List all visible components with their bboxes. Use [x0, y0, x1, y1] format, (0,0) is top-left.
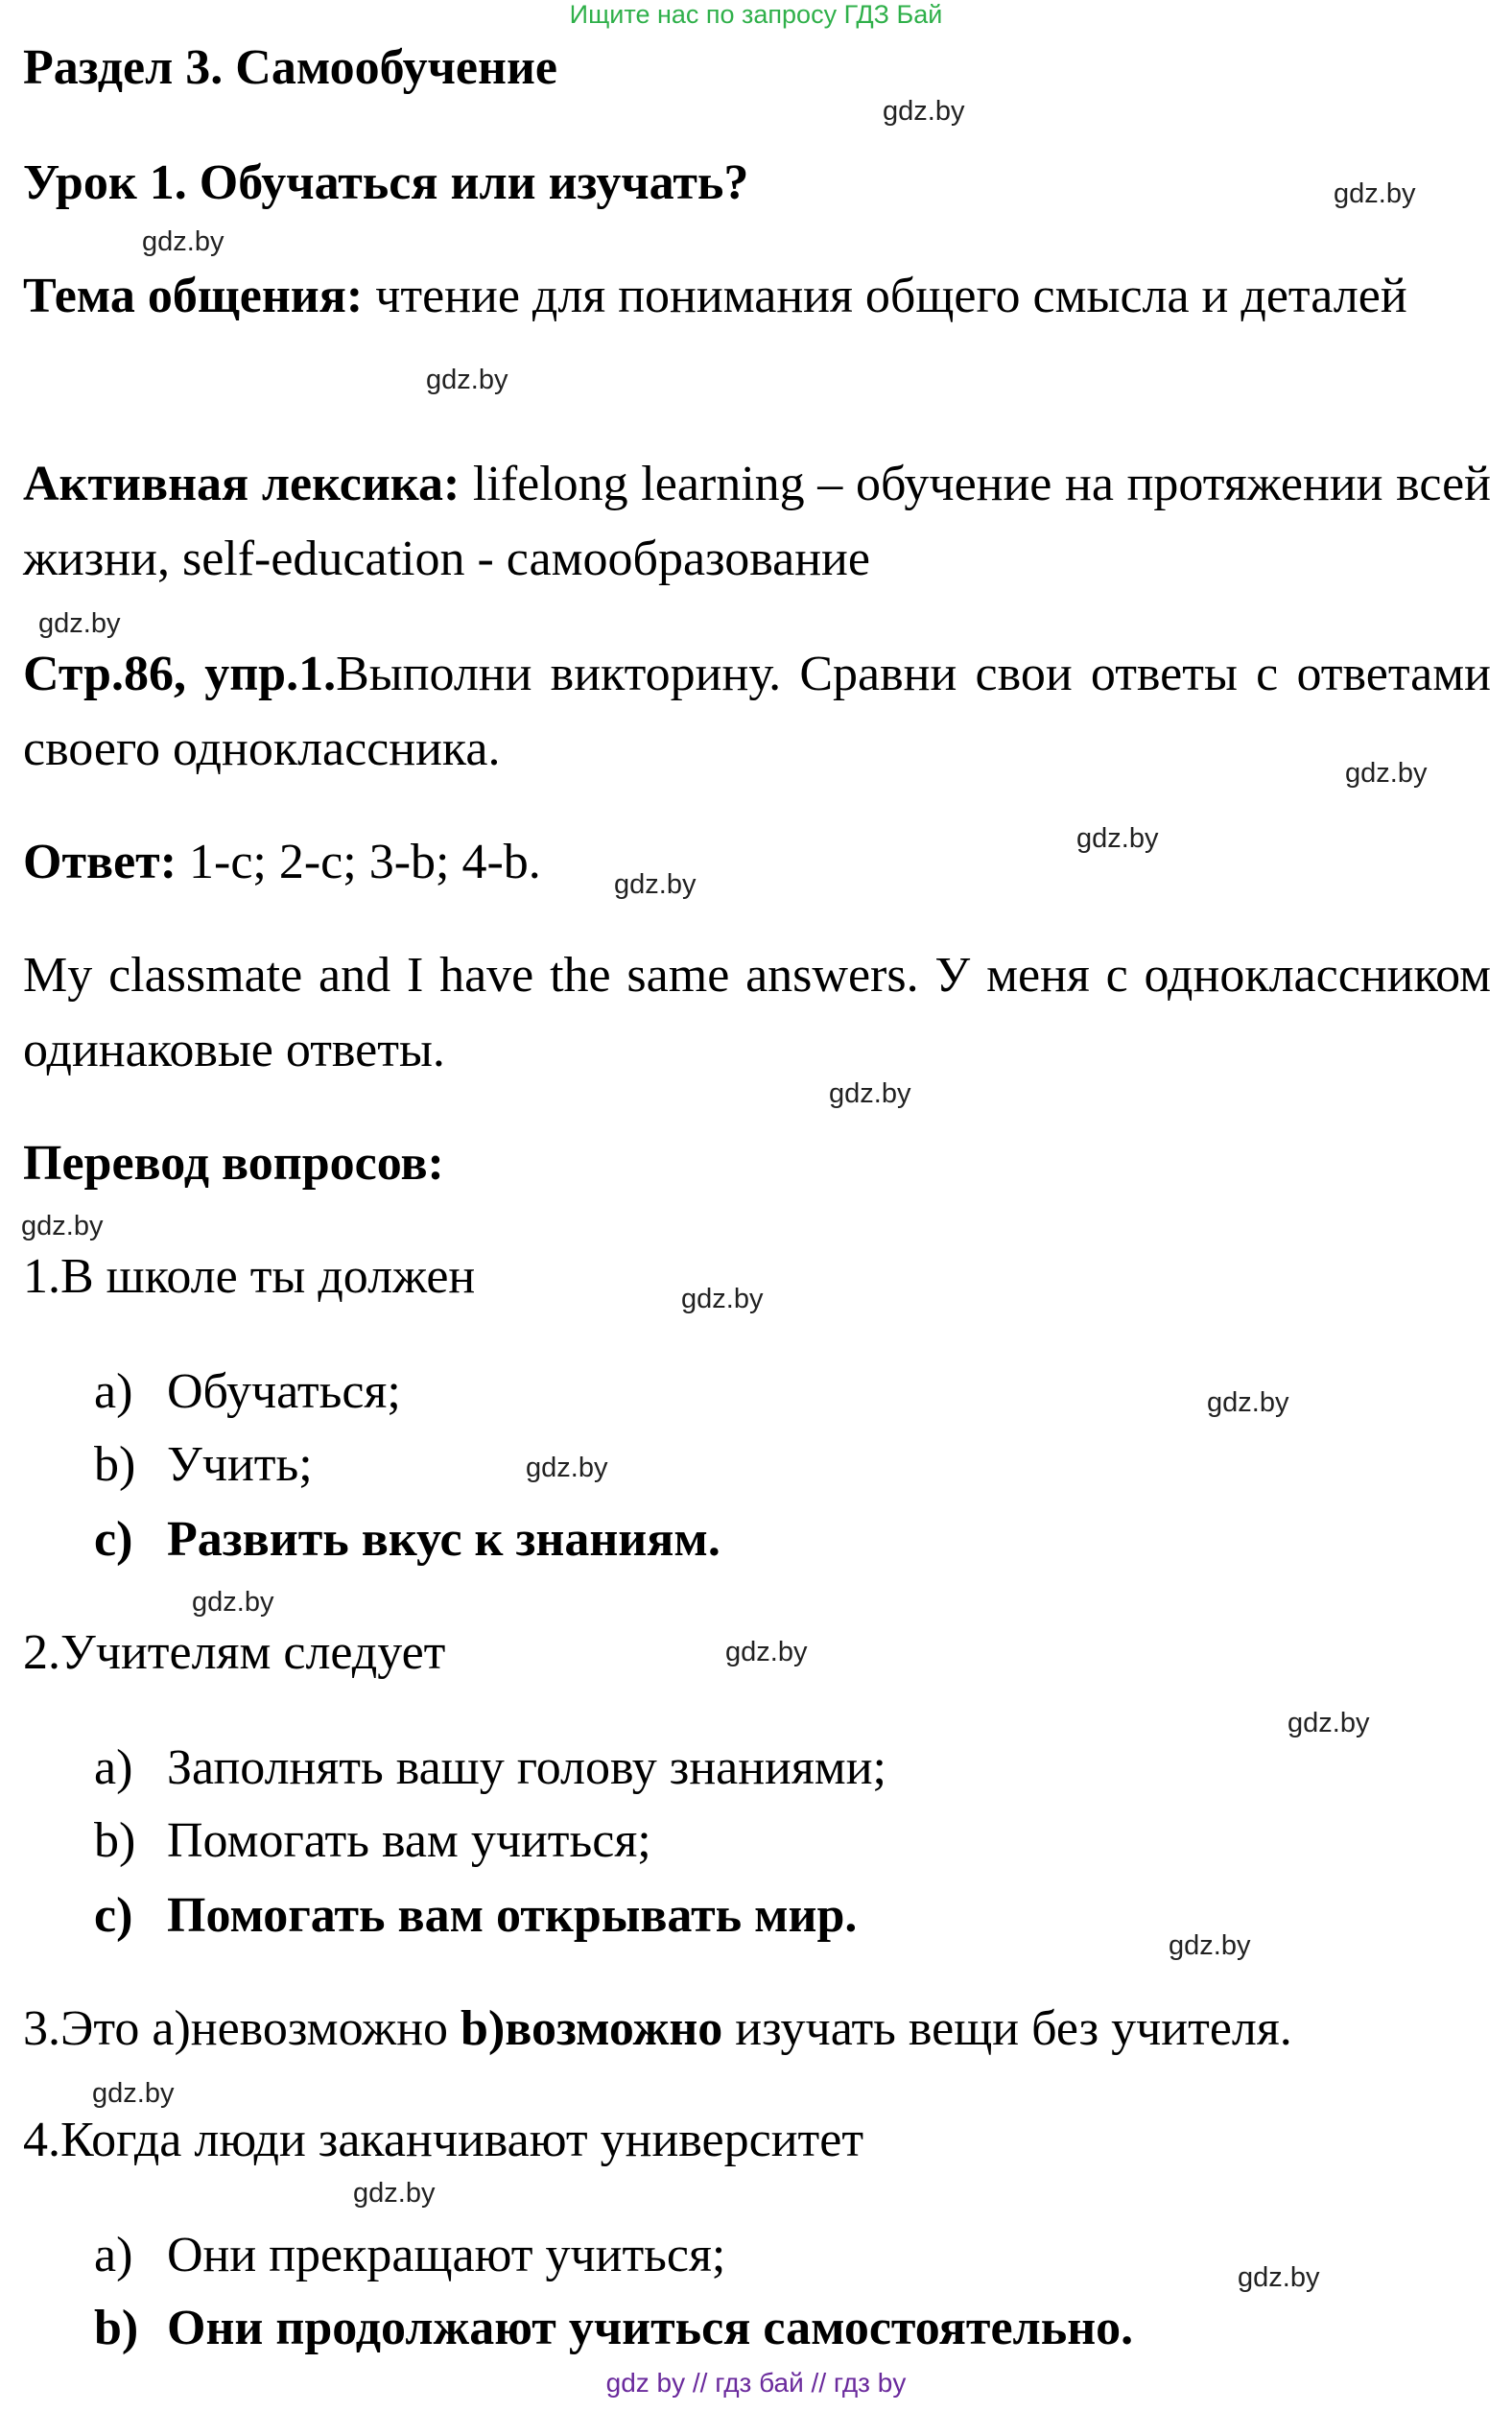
- lesson-title: Урок 1. Обучаться или изучать?: [23, 155, 749, 210]
- option-text: Они прекращают учиться;: [167, 2228, 726, 2282]
- footer-links[interactable]: gdz by // гдз бай // гдз by: [605, 2368, 907, 2398]
- vocab-label: Активная лексика:: [23, 457, 461, 511]
- watermark: gdz.by: [1345, 758, 1428, 789]
- answer-line: [23, 825, 541, 900]
- option-letter: c): [94, 1512, 133, 1567]
- option-letter: c): [94, 1888, 133, 1943]
- watermark: gdz.by: [21, 1211, 104, 1241]
- answer-label: Ответ:: [23, 835, 177, 889]
- vocab-paragraph: [23, 447, 1491, 597]
- option-letter: b): [94, 1813, 136, 1868]
- option-letter: a): [94, 1740, 133, 1795]
- option-text: Они продолжают учиться самостоятельно.: [167, 2301, 1134, 2355]
- q2-option-b: [94, 1804, 651, 1879]
- q1-option-a: [94, 1355, 401, 1430]
- question-2: 2.Учителям следует: [23, 1625, 446, 1680]
- question-1: 1.В школе ты должен: [23, 1249, 476, 1304]
- topic-label: Тема общения:: [23, 269, 364, 323]
- exercise-text: Выполни викторину. Сравни свои ответы с ответами своего одноклассника.: [23, 647, 1491, 776]
- watermark: gdz.by: [1238, 2262, 1320, 2293]
- question-4: 4.Когда люди заканчивают университет: [23, 2113, 864, 2167]
- watermark: gdz.by: [681, 1284, 764, 1314]
- header-link[interactable]: Ищите нас по запросу ГДЗ Бай: [569, 0, 943, 29]
- watermark: gdz.by: [353, 2178, 436, 2209]
- watermark: gdz.by: [38, 608, 121, 639]
- option-letter: a): [94, 1364, 133, 1419]
- option-text: Учить;: [167, 1437, 313, 1492]
- q3-post: изучать вещи без учителя.: [722, 2001, 1292, 2056]
- watermark: gdz.by: [142, 226, 224, 257]
- comment-paragraph: My classmate and I have the same answers. У меня с одноклассником одинаковые ответы.: [23, 948, 1491, 1077]
- watermark: gdz.by: [92, 2078, 175, 2109]
- option-letter: a): [94, 2228, 133, 2282]
- watermark: gdz.by: [725, 1637, 808, 1667]
- watermark: gdz.by: [192, 1587, 274, 1618]
- section-title: Раздел 3. Самообучение: [23, 40, 557, 95]
- watermark: gdz.by: [614, 869, 697, 900]
- watermark: gdz.by: [426, 365, 508, 395]
- q2-option-a: [94, 1731, 886, 1806]
- q4-option-a: [94, 2218, 725, 2293]
- exercise-paragraph: [23, 637, 1491, 787]
- option-letter: b): [94, 2301, 139, 2355]
- option-text: Развить вкус к знаниям.: [167, 1512, 721, 1567]
- q2-option-c: [94, 1879, 857, 1953]
- option-text: Заполнять вашу голову знаниями;: [167, 1740, 886, 1795]
- question-3: [23, 1992, 1292, 2067]
- topic-text: чтение для понимания общего смысла и деталей: [363, 269, 1407, 323]
- q4-option-b: [94, 2291, 1133, 2366]
- exercise-label: Стр.86, упр.1.: [23, 647, 337, 701]
- vocab-text: lifelong learning – обучение на протяжении всей жизни, self-education - самообразование: [23, 457, 1491, 586]
- option-text: Помогать вам открывать мир.: [167, 1888, 858, 1943]
- watermark: gdz.by: [883, 96, 965, 127]
- q1-option-c: [94, 1502, 721, 1577]
- watermark: gdz.by: [1076, 823, 1159, 854]
- watermark: gdz.by: [1207, 1387, 1289, 1418]
- q3-correct: b)возможно: [461, 2001, 723, 2056]
- answer-text: 1-c; 2-c; 3-b; 4-b.: [177, 835, 541, 889]
- option-letter: b): [94, 1437, 136, 1492]
- watermark: gdz.by: [829, 1078, 911, 1109]
- topic-paragraph: [23, 259, 1491, 334]
- translation-heading: Перевод вопросов:: [23, 1136, 444, 1191]
- watermark: gdz.by: [1288, 1708, 1370, 1738]
- q1-option-b: [94, 1428, 313, 1502]
- watermark: gdz.by: [1169, 1930, 1251, 1961]
- option-text: Обучаться;: [167, 1364, 401, 1419]
- watermark: gdz.by: [1334, 178, 1416, 209]
- q3-pre: 3.Это а)невозможно: [23, 2001, 461, 2056]
- watermark: gdz.by: [526, 1453, 608, 1483]
- option-text: Помогать вам учиться;: [167, 1813, 651, 1868]
